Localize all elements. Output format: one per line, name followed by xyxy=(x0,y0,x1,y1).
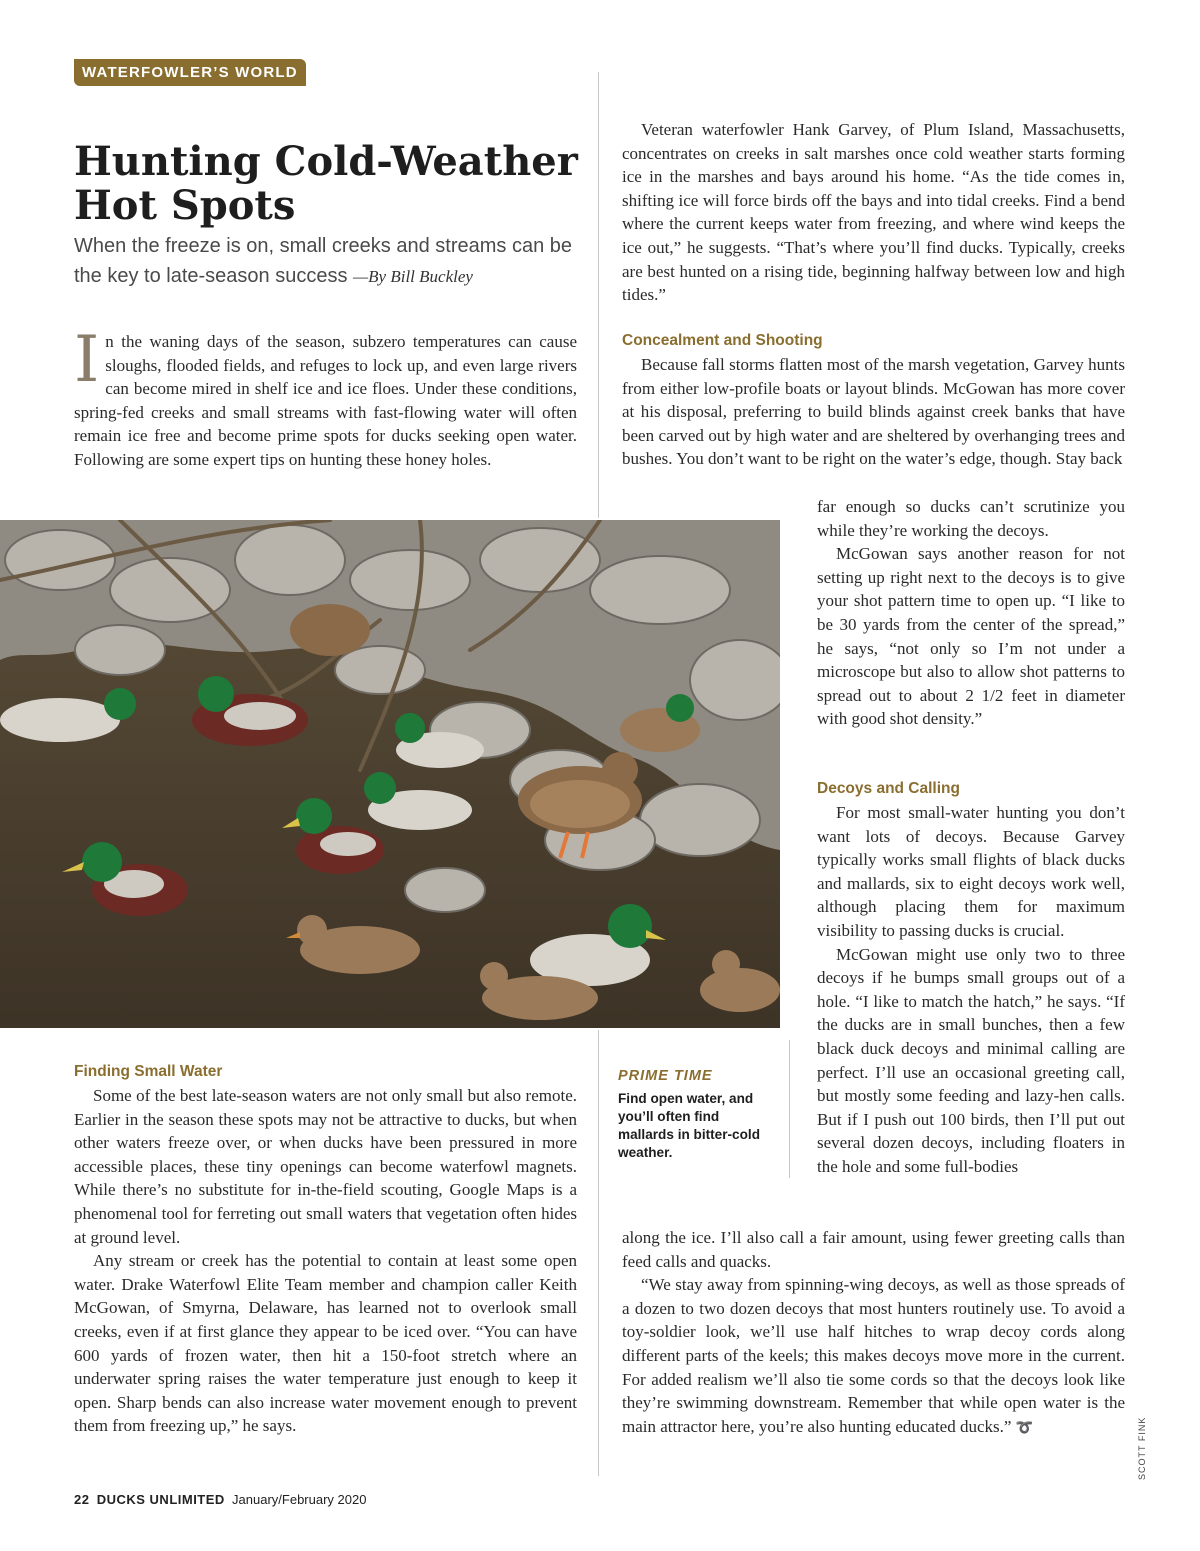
paragraph xyxy=(622,1273,1125,1440)
paragraph: Because fall storms flatten most of the marsh vegetation, Garvey hunts from either low-profile boats or layout blinds. McGowan has more cover at his disposal, preferring to build blinds against creek banks that have been carved out by high water and are sheltered by overhanging trees and bushes. You don’t want to be right on the water’s edge, though. Stay back xyxy=(622,355,1125,469)
caption-head: PRIME TIME xyxy=(618,1068,713,1084)
page-footer xyxy=(74,1492,366,1507)
section-decoys-cont xyxy=(622,1226,1125,1440)
paragraph: McGowan might use only two to three decoys if he bumps small groups out of a hole. “I like to match the hatch,” he says. “If the ducks are in small bunches, then a few black duck decoys and minimal calling are perfect. I’ll use an occasional greeting call, but mostly some feeding and lazy-hen calls. But if I push out 100 birds, then I’ll put out several dozen decoys, including floaters in the hole and some full-bodies xyxy=(817,944,1125,1176)
paragraph-text: “We stay away from spinning-wing decoys, as well as those spreads of a dozen to two dozen decoys that most hunters routinely use. To avoid a toy-soldier look, we’ll use half hitches to wrap decoy cords along different parts of the keels; this makes decoys move more in the current. For added realism we’ll also tie some cords so that the decoys look like they’re swimming downstream. Remember that while open water is the main attractor here, you’re also hunting educated ducks.” xyxy=(622,1275,1125,1436)
intro-paragraph xyxy=(74,323,577,472)
section-finding-small-water xyxy=(74,1060,577,1438)
garvey-paragraph xyxy=(622,118,1125,307)
paragraph: Any stream or creek has the potential to contain at least some open water. Drake Waterfowl Elite Team member and champion caller Keith McGowan, of Smyrna, Delaware, has learned not to overlook small creeks, even if at first glance they appear to be iced over. “You can have 600 yards of frozen water, then hit a 150-foot stretch where an underwater spring raises the water temperature just enough to keep it open. Sharp bends can also increase water movement enough to prevent them from freezing up,” he says. xyxy=(74,1251,577,1436)
caption-text: Find open water, and you’ll often find mallards in bitter-cold weather. xyxy=(618,1091,761,1160)
intro-text: n the waning days of the season, subzero temperatures can cause sloughs, flooded fields, and refuges to lock up, and even large rivers can become mired in shelf ice and ice floes. Under these conditions, spring-fed creeks and small streams with fast-flowing water will often remain ice free and become prime spots for ducks seeking open water. Following are some expert tips on hunting these honey holes. xyxy=(74,332,577,469)
heading-concealment: Concealment and Shooting xyxy=(622,332,823,349)
mallards-illustration xyxy=(0,520,780,1028)
paragraph: For most small-water hunting you don’t want lots of decoys. Because Garvey typically works small flights of black ducks and mallards, six to eight decoys work well, although placing them for maximum visibility to passing ducks is crucial. xyxy=(817,803,1125,940)
issue-date: January/February 2020 xyxy=(232,1492,367,1507)
drop-cap: I xyxy=(74,323,100,397)
column-divider-bottom xyxy=(598,1030,599,1476)
column-divider-top xyxy=(598,72,599,518)
deck-text: When the freeze is on, small creeks and streams can be the key to late-season success xyxy=(74,235,573,287)
paragraph: Some of the best late-season waters are not only small but also remote. Earlier in the season these spots may not be attractive to ducks, but when other waters freeze over, or when ducks have been pressured in more accessible places, these tiny openings can become waterfowl magnets. While there’s no substitute for in-the-field scouting, Google Maps is a phenomenal tool for ferreting out small waters that vegetation often hides at ground level. xyxy=(74,1086,577,1247)
photo-credit: SCOTT FINK xyxy=(1137,1416,1147,1480)
paragraph: Veteran waterfowler Hank Garvey, of Plum Island, Massachusetts, concentrates on creeks in salt marshes once cold weather starts forming ice in the marshes and bays around his home. “As the tide comes in, shifting ice will force birds off the bays and into tidal creeks. Find a bend where the current keeps water from freezing, and where wind keeps the ice out,” he suggests. “That’s where you’ll find ducks. Typically, creeks are best hunted on a rising tide, beginning halfway between low and high tides.” xyxy=(622,120,1125,305)
article-deck xyxy=(74,231,594,292)
heading-decoys: Decoys and Calling xyxy=(817,780,960,797)
paragraph: McGowan says another reason for not setting up right next to the decoys is to give your shot pattern time to open up. “I like to be 30 yards from the center of the spread,” he says, “not only so I’m not under a microscope but also to allow shot patterns to spread out to about 2 1/2 feet in diameter with good shot density.” xyxy=(817,544,1125,729)
page-number: 22 xyxy=(74,1492,90,1507)
paragraph: far enough so ducks can’t scrutinize you while they’re working the decoys. xyxy=(817,497,1125,540)
article-title: Hunting Cold-Weather Hot Spots xyxy=(74,138,578,229)
heading-finding-small-water: Finding Small Water xyxy=(74,1063,223,1080)
mallards-photo xyxy=(0,520,780,1028)
paragraph: along the ice. I’ll also call a fair amount, using fewer greeting calls than feed calls and quacks. xyxy=(622,1228,1125,1271)
end-mark-icon: ➰ xyxy=(1015,1419,1034,1436)
caption-divider xyxy=(789,1040,790,1178)
section-decoys xyxy=(817,777,1125,1179)
byline: —By Bill Buckley xyxy=(353,267,473,286)
section-concealment xyxy=(622,329,1125,471)
section-kicker: WATERFOWLER’S WORLD xyxy=(74,59,306,86)
magazine-name: DUCKS UNLIMITED xyxy=(96,1492,225,1507)
section-concealment-cont xyxy=(817,495,1125,731)
